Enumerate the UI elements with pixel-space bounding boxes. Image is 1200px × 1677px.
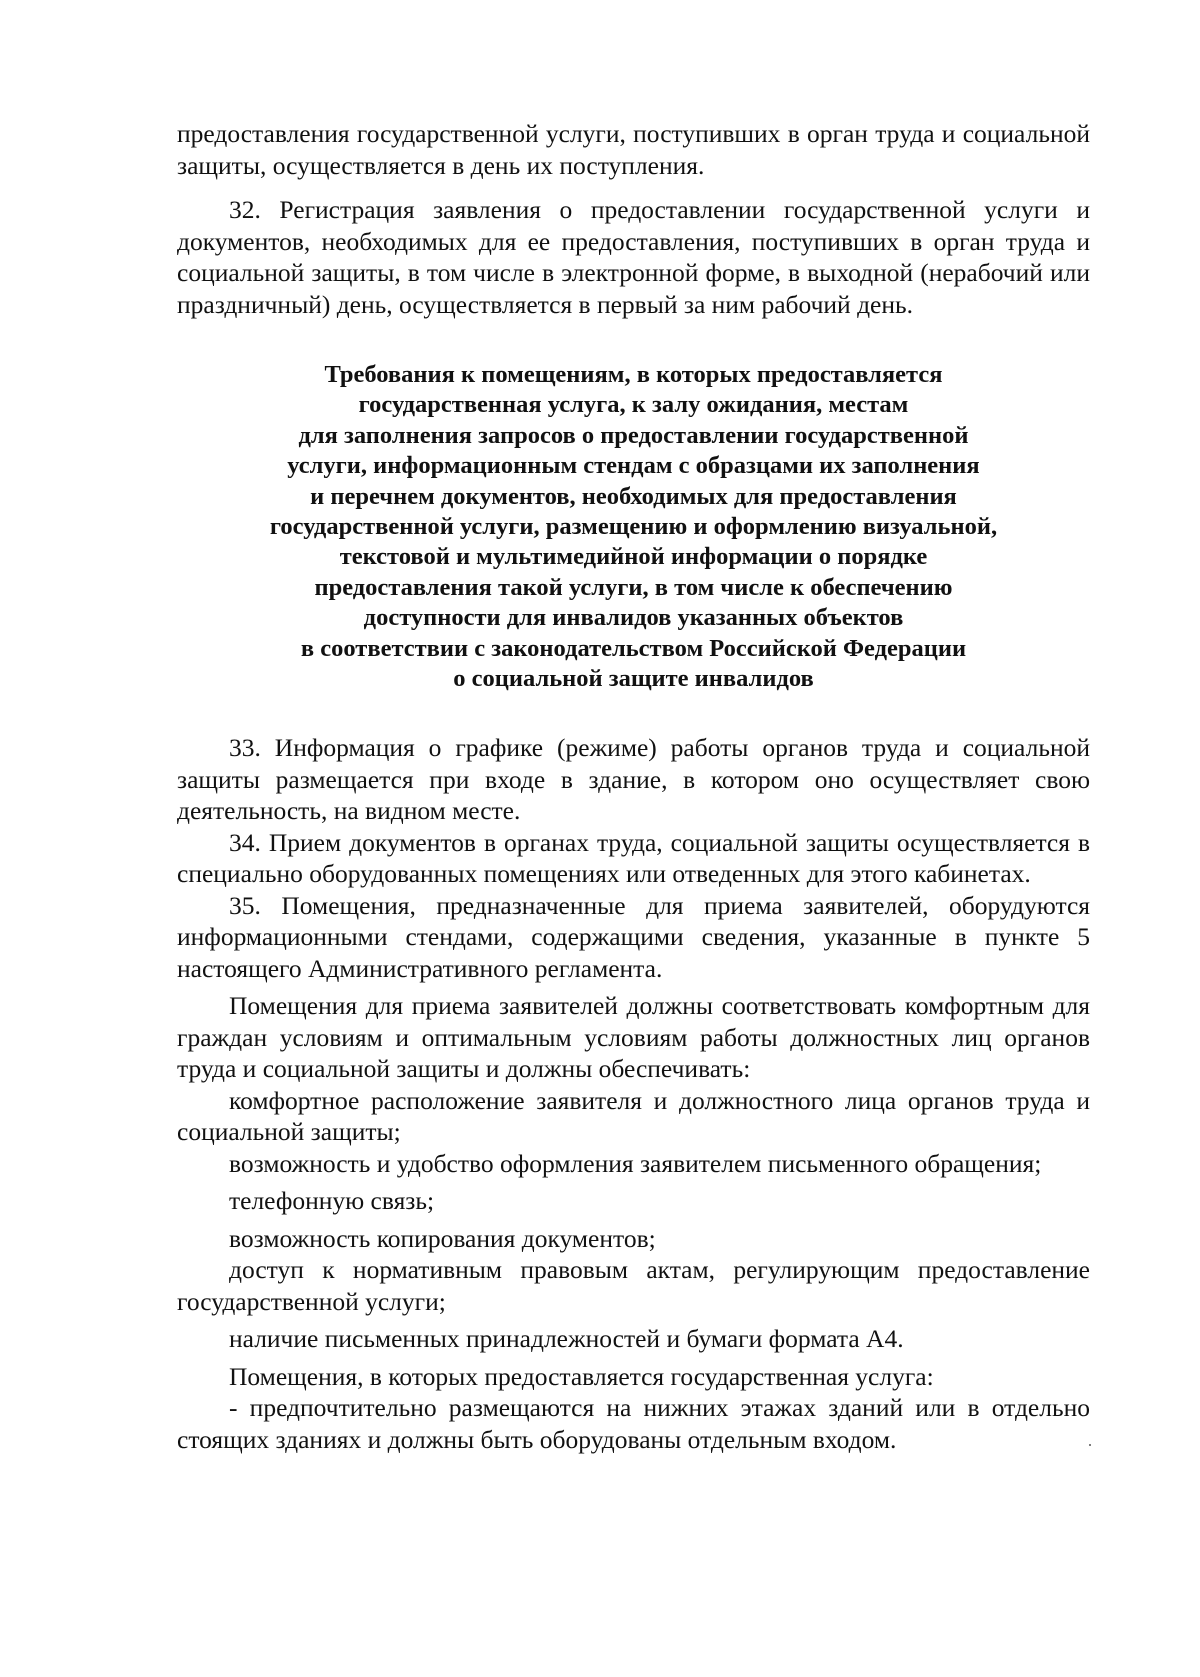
heading-line: услуги, информационным стендам с образцами их заполнения — [287, 452, 980, 480]
heading-line: текстовой и мультимедийной информации о порядке — [339, 543, 928, 571]
scan-speck — [1089, 1444, 1091, 1446]
section-heading — [177, 360, 1090, 694]
heading-line: и перечнем документов, необходимых для предоставления — [310, 482, 957, 510]
paragraph-premises-requirements: Помещения для приема заявителей должны соответствовать комфортным для граждан условиям и оптимальным условиям работы должностных лиц органов труда и социальной защиты и должны обеспечивать: — [177, 991, 1090, 1084]
paragraph-35: 35. Помещения, предназначенные для приема заявителей, оборудуются информационными стендами, содержащими сведения, указанные в пункте 5 настоящего Административного регламента. — [177, 890, 1090, 983]
list-item-legal-access: доступ к нормативным правовым актам, регулирующим предоставление государственной услуги; — [177, 1255, 1090, 1316]
paragraph-32: 32. Регистрация заявления о предоставлении государственной услуги и документов, необходимых для ее предоставления, поступивших в орган труда и социальной защиты, в том числе в электронной форме, в выходной (нерабочий или праздничный) день, осуществляется в первый за ним рабочий день. — [177, 195, 1090, 319]
list-item-paper: наличие письменных принадлежностей и бумаги формата А4. — [229, 1324, 904, 1354]
heading-line: о социальной защите инвалидов — [453, 665, 814, 693]
list-item-phone: телефонную связь; — [229, 1186, 435, 1216]
paragraph-continuation: предоставления государственной услуги, поступивших в орган труда и социальной защиты, осуществляется в день их поступления. — [177, 119, 1090, 180]
list-item-location: - предпочтительно размещаются на нижних этажах зданий или в отдельно стоящих зданиях и должны быть оборудованы отдельным входом. — [177, 1393, 1090, 1454]
paragraph-service-premises: Помещения, в которых предоставляется государственная услуга: — [229, 1361, 934, 1391]
heading-line: государственная услуга, к залу ожидания, местам — [358, 391, 909, 419]
paragraph-34: 34. Прием документов в органах труда, социальной защиты осуществляется в специально оборудованных помещениях или отведенных для этого кабинетах. — [177, 827, 1090, 889]
paragraph-33: 33. Информация о графике (режиме) работы органов труда и социальной защиты размещается при входе в здание, в котором оно осуществляет свою деятельность, на видном месте. — [177, 733, 1090, 826]
list-item-comfort: комфортное расположение заявителя и должностного лица органов труда и социальной защиты; — [177, 1085, 1090, 1147]
heading-line: предоставления такой услуги, в том числе к обеспечению — [314, 573, 953, 601]
heading-line: в соответствии с законодательством Российской Федерации — [300, 634, 967, 662]
list-item-copy: возможность копирования документов; — [229, 1223, 656, 1253]
list-item-writing: возможность и удобство оформления заявителем письменного обращения; — [229, 1148, 1042, 1178]
heading-line: государственной услуги, размещению и оформлению визуальной, — [269, 513, 998, 541]
heading-line: Требования к помещениям, в которых предоставляется — [324, 361, 943, 388]
heading-line: для заполнения запросов о предоставлении государственной — [298, 421, 969, 449]
heading-line: доступности для инвалидов указанных объектов — [363, 604, 904, 632]
